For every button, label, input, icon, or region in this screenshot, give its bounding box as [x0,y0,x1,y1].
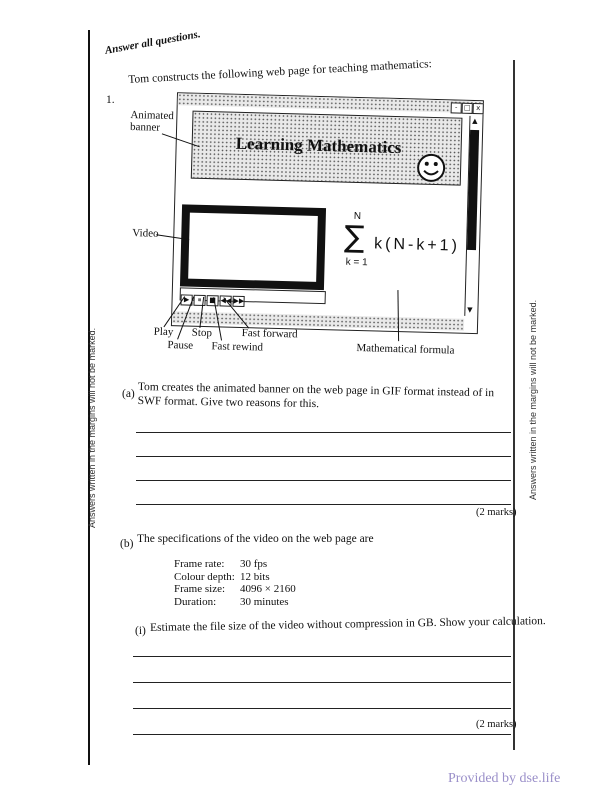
label-play: Play [153,325,174,339]
minimize-button[interactable]: - [451,102,462,113]
part-b-i-question: Estimate the file size of the video without compression in GB. Show your calculation. [150,615,546,634]
fast-rewind-button[interactable]: ◀◀ [219,295,231,306]
scroll-up-arrow-icon[interactable]: ▲ [472,116,478,126]
spec-row [174,583,296,596]
left-margin-note: Answers written in the margins will not be marked. [87,327,97,528]
formula-upper-limit: N [353,210,362,223]
spec-key: Frame rate: [174,558,225,570]
right-margin-note: Answers written in the margins will not be marked. [528,299,538,500]
play-button[interactable]: ▶ [180,294,192,305]
part-a-question: Tom creates the animated banner on the web page in GIF format instead of in SWF format. Give two reasons for this. [137,380,495,411]
answer-line-a3[interactable] [136,480,511,481]
maximize-button[interactable]: □ [462,103,473,114]
answer-line-a4[interactable] [136,504,511,505]
spec-key: Duration: [174,595,217,608]
banner-title: Learning Mathematics [235,133,402,158]
spec-value: 30 fps [240,558,268,570]
question-number: 1. [106,94,115,106]
part-b-label: (b) [120,538,134,550]
spec-row [174,596,296,609]
label-fast-forward: Fast forward [241,326,298,341]
answer-line-b1[interactable] [133,656,511,657]
label-pause: Pause [167,339,194,352]
question-intro: Tom constructs the following web page for teaching mathematics: [128,58,433,86]
spec-row [174,558,296,571]
provided-by-footer[interactable]: Provided by dse.life [448,771,561,786]
spec-value: 4096 × 2160 [240,583,296,595]
answer-line-b2[interactable] [133,682,511,683]
answer-line-a1[interactable] [136,432,511,433]
part-b-question: The specifications of the video on the web page are [137,533,374,545]
answer-line-b3[interactable] [133,708,511,709]
close-button[interactable]: x [473,103,484,114]
part-a-marks: (2 marks) [476,507,517,518]
label-animated-banner: Animated banner [129,109,174,134]
label-video: Video [132,227,159,240]
answer-line-a2[interactable] [136,456,511,457]
answer-line-b4[interactable] [133,734,511,735]
spec-key: Colour depth: [174,570,235,583]
spec-value: 30 minutes [240,595,289,608]
part-b-i-label: (i) [135,625,146,637]
stop-button[interactable]: ■ [206,295,218,306]
spec-row [174,571,296,584]
label-stop: Stop [191,326,213,340]
fast-forward-button[interactable]: ▶▶ [232,296,244,307]
instruction-heading: Answer all questions. [104,28,202,57]
label-mathematical-formula: Mathematical formula [356,342,455,357]
video-specs [174,558,296,608]
formula-body: k(N-k+1) [373,235,461,255]
formula-sigma: ∑ [343,219,365,256]
formula-lower-limit: k = 1 [345,256,368,269]
part-a-label: (a) [122,388,135,400]
scroll-down-arrow-icon[interactable]: ▼ [467,305,473,315]
spec-key: Frame size: [174,583,226,595]
label-fast-rewind: Fast rewind [211,340,264,354]
pause-button[interactable]: ⏸ [193,295,205,306]
spec-value: 12 bits [240,570,270,583]
part-b-i-marks: (2 marks) [476,719,517,730]
